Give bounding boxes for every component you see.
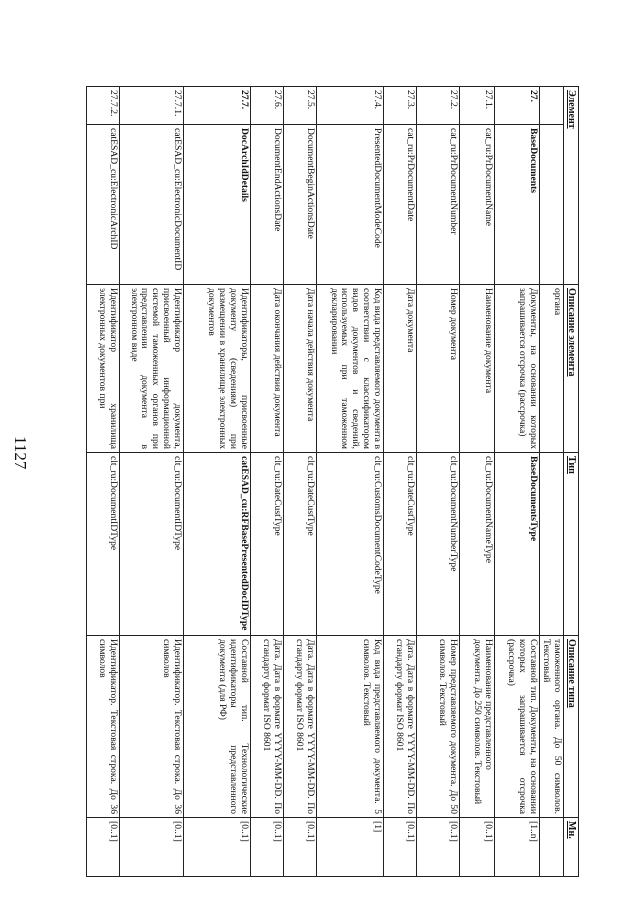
row-type: clt_ru:DocumentNameType <box>459 453 494 636</box>
row-description: Идентификаторы, присвоенные документу (сведениям) при размещении в хранилище электронных документов <box>183 285 250 453</box>
row-type: catESAD_cu:RFBasePresentedDocIDType <box>183 453 250 636</box>
table-row <box>383 87 416 877</box>
table-row <box>459 87 494 877</box>
row-type: clt_ru:DocumentIDType <box>119 453 183 636</box>
row-number: 27. <box>494 87 539 125</box>
row-type-description: таможенного органа. До 50 символов. Текстовый <box>539 636 563 818</box>
rotated-table-container <box>86 86 579 876</box>
row-type: clt_ru:CustomsDocumentCodeType <box>316 453 383 636</box>
table-row <box>494 87 539 877</box>
row-number: 27.7.1. <box>119 87 183 125</box>
row-multiplicity: [0..1] <box>250 818 283 877</box>
row-description: Идентификатор хранилища электронных документов при <box>86 285 119 453</box>
row-type: clt_ru:DateCustType <box>250 453 283 636</box>
row-type-description: Дата. Дата в формате YYYY-MM-DD. По стандарту формат ISO 8601 <box>283 636 316 818</box>
row-description: органа <box>539 285 563 453</box>
table-row <box>283 87 316 877</box>
row-multiplicity: [0..1] <box>283 818 316 877</box>
row-element-name: PresentedDocumentModeCode <box>316 125 383 285</box>
row-element-name: DocumentBeginActionsDate <box>283 125 316 285</box>
header-element: Элемент <box>564 87 579 285</box>
row-element-name: cat_ru:PrDocumentName <box>459 125 494 285</box>
row-multiplicity: [0..1] <box>119 818 183 877</box>
row-element-name: cat_ru:PrDocumentNumber <box>416 125 459 285</box>
row-description: Дата документа <box>383 285 416 453</box>
table-row <box>316 87 383 877</box>
row-number: 27.6. <box>250 87 283 125</box>
row-number: 27.2. <box>416 87 459 125</box>
row-type: clt_ru:DateCustType <box>383 453 416 636</box>
row-description: Номер документа <box>416 285 459 453</box>
row-element-name: BaseDocuments <box>494 125 539 285</box>
row-type-description: Код вида представляемого документа. 5 символов. Текстовый <box>316 636 383 818</box>
row-multiplicity: [1] <box>316 818 383 877</box>
row-multiplicity: [0..1] <box>459 818 494 877</box>
row-multiplicity: [0..1] <box>183 818 250 877</box>
row-description: Дата окончания действия документа <box>250 285 283 453</box>
row-type: BaseDocumentsType <box>494 453 539 636</box>
row-description: Идентификатор документа, присвоенный информационной системой таможенных органов при представлении документа в электронном виде <box>119 285 183 453</box>
header-multiplicity: Мн. <box>564 818 579 877</box>
table-row <box>416 87 459 877</box>
row-type <box>539 453 563 636</box>
row-type: clt_ru:DocumentIDType <box>86 453 119 636</box>
table-row <box>250 87 283 877</box>
row-type-description: Наименование представленного документа. До 250 символов. Текстовый <box>459 636 494 818</box>
row-multiplicity: [0..1] <box>86 818 119 877</box>
row-element-name: cat_ru:PrDocumentDate <box>383 125 416 285</box>
row-type-description: Составной тип. Технологические идентификаторы представленного документа (для РФ) <box>183 636 250 818</box>
row-type: clt_ru:DateCustType <box>283 453 316 636</box>
row-type-description: Номер представляемого документа. До 50 символов. Текстовый <box>416 636 459 818</box>
row-type-description: Дата. Дата в формате YYYY-MM-DD. По стандарту формат ISO 8601 <box>250 636 283 818</box>
row-number <box>539 87 563 125</box>
header-type-description: Описание типа <box>564 636 579 818</box>
row-type: clt_ru:DocumentNumberType <box>416 453 459 636</box>
elements-table <box>86 86 579 877</box>
row-element-name: catESAD_cu:ElectronicDocumentID <box>119 125 183 285</box>
row-type-description: Идентификатор. Текстовая строка. До 36 символов <box>86 636 119 818</box>
row-number: 27.4. <box>316 87 383 125</box>
row-element-name: catESAD_cu:ElectronicArchID <box>86 125 119 285</box>
row-description: Код вида представляемого документа в соответствии с классификатором видов документов и сведений, используемых при таможенном декларировании <box>316 285 383 453</box>
table-row <box>119 87 183 877</box>
row-number: 27.1. <box>459 87 494 125</box>
table-row <box>86 87 119 877</box>
row-multiplicity: [0..1] <box>416 818 459 877</box>
row-number: 27.5. <box>283 87 316 125</box>
row-number: 27.7.2. <box>86 87 119 125</box>
row-type-description: Составной тип. Документы, на основании которых запрашивается отсрочка (рассрочка) <box>494 636 539 818</box>
header-row <box>564 87 579 877</box>
page-number: 1127 <box>11 436 30 470</box>
row-description: Наименование документа <box>459 285 494 453</box>
row-multiplicity <box>539 818 563 877</box>
row-element-name: DocArchIdDetails <box>183 125 250 285</box>
row-type-description: Дата. Дата в формате YYYY-MM-DD. По стандарту формат ISO 8601 <box>383 636 416 818</box>
row-multiplicity: [0..1] <box>383 818 416 877</box>
row-description: Дата начала действия документа <box>283 285 316 453</box>
row-multiplicity: [1..n] <box>494 818 539 877</box>
row-number: 27.3. <box>383 87 416 125</box>
row-element-name: DocumentEndActionsDate <box>250 125 283 285</box>
table-row <box>183 87 250 877</box>
row-number: 27.7. <box>183 87 250 125</box>
row-description: Документы, на основании которых запрашивается отсрочка (рассрочка) <box>494 285 539 453</box>
table-row <box>539 87 563 877</box>
header-type: Тип <box>564 453 579 636</box>
row-element-name <box>539 125 563 285</box>
row-type-description: Идентификатор. Текстовая строка. До 36 символов <box>119 636 183 818</box>
header-description: Описание элемента <box>564 285 579 453</box>
